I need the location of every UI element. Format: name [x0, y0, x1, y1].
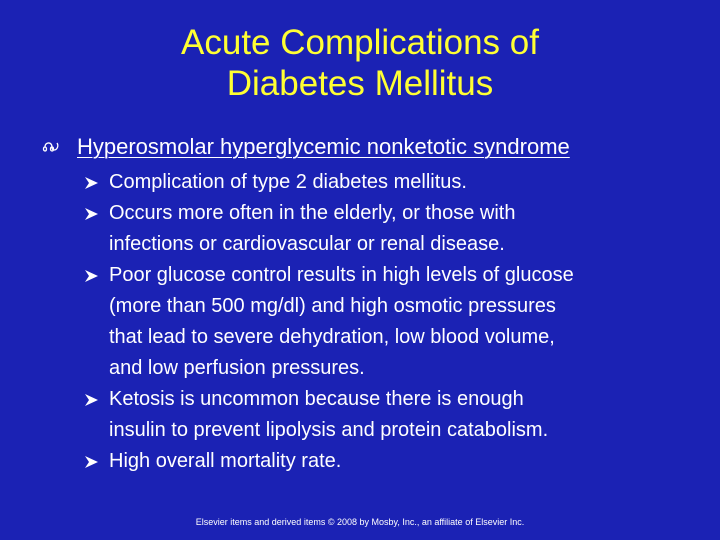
sub-bullet-2: [84, 198, 684, 260]
sub-bullet-3-line-1: Poor glucose control results in high levels of glucose: [109, 264, 574, 286]
main-bullet-text: Hyperosmolar hyperglycemic nonketotic syndrome: [77, 134, 570, 159]
sub-bullet-3-line-3: that lead to severe dehydration, low blood volume,: [109, 326, 555, 348]
title-line-2: Diabetes Mellitus: [226, 64, 494, 103]
sub-bullet-list: [84, 167, 684, 477]
arrow-bullet-icon: [84, 269, 99, 283]
sub-bullet-3-line-2: (more than 500 mg/dl) and high osmotic pressures: [109, 295, 556, 317]
arrow-bullet-icon: [84, 455, 99, 469]
sub-bullet-5: [84, 446, 684, 477]
arrow-bullet-icon: [84, 393, 99, 407]
arrow-bullet-icon: [84, 176, 99, 190]
sub-bullet-4: [84, 384, 684, 446]
slide-title: [0, 22, 720, 104]
sub-bullet-2-line-2: infections or cardiovascular or renal disease.: [109, 233, 505, 255]
sub-bullet-1-line-1: Complication of type 2 diabetes mellitus.: [109, 171, 467, 193]
sub-bullet-2-line-1: Occurs more often in the elderly, or those with: [109, 202, 516, 224]
scroll-bullet-icon: [42, 140, 62, 154]
title-line-1: Acute Complications of: [181, 23, 539, 62]
sub-bullet-5-line-1: High overall mortality rate.: [109, 450, 342, 472]
sub-bullet-4-line-1: Ketosis is uncommon because there is enough: [109, 388, 524, 410]
sub-bullet-4-line-2: insulin to prevent lipolysis and protein catabolism.: [109, 419, 549, 441]
sub-bullet-1: [84, 167, 684, 198]
sub-bullet-3: [84, 260, 684, 384]
sub-bullet-3-line-4: and low perfusion pressures.: [109, 357, 365, 379]
arrow-bullet-icon: [84, 207, 99, 221]
copyright-footer: Elsevier items and derived items © 2008 by Mosby, Inc., an affiliate of Elsevier Inc.: [195, 517, 525, 527]
